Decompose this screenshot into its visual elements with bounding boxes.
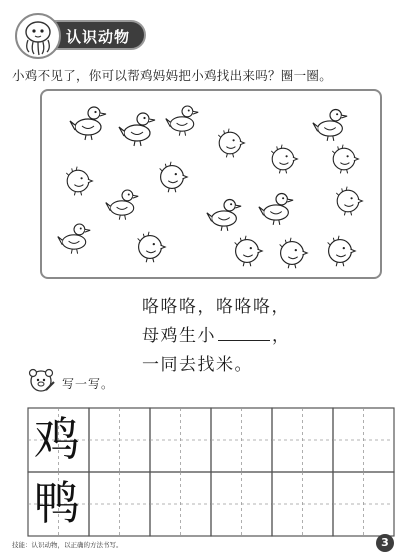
instruction-text: 小鸡不见了，你可以帮鸡妈妈把小鸡找出来吗？圈一圈。 [12, 68, 333, 83]
chick-3[interactable] [332, 145, 358, 174]
rhyme-line-2 [142, 321, 291, 346]
find-the-chicks-picture[interactable] [40, 89, 382, 279]
bear-writing-icon [26, 366, 56, 396]
duckling-5[interactable] [106, 190, 138, 220]
chick-4[interactable] [66, 167, 92, 196]
duckling-6[interactable] [207, 200, 241, 231]
chick-5[interactable] [160, 162, 188, 192]
duckling-2[interactable] [119, 113, 155, 146]
write-instruction: 写一写。 [62, 377, 115, 391]
chick-7[interactable] [138, 232, 166, 262]
fill-in-blank[interactable] [218, 325, 270, 341]
chick-10[interactable] [328, 236, 356, 266]
birds-illustration [42, 91, 380, 277]
duckling-8[interactable] [58, 224, 90, 254]
model-character-1: 鸡 [34, 412, 80, 466]
duckling-3[interactable] [166, 106, 198, 136]
writing-grid [26, 404, 396, 544]
duckling-7[interactable] [259, 194, 293, 225]
rhyme-line-3: 一同去找米。 [142, 355, 253, 375]
chick-6[interactable] [336, 187, 362, 216]
chick-2[interactable] [271, 145, 297, 174]
model-character-2: 鸭 [34, 476, 80, 530]
rhyme-line-1: 咯咯咯，咯咯咯， [142, 297, 290, 317]
chick-1[interactable] [218, 129, 244, 158]
chick-9[interactable] [280, 238, 308, 268]
section-header [12, 12, 148, 56]
rhyme-line-2-end: ， [272, 326, 291, 346]
duckling-1[interactable] [70, 107, 106, 140]
rhyme-line-2-start: 母鸡生小 [142, 326, 216, 346]
duckling-4[interactable] [313, 110, 347, 141]
page-number: 3 [376, 534, 394, 552]
footer-skill-note: 技能：认识动物，以正确的方法书写。 [12, 541, 123, 549]
octopus-icon [12, 12, 64, 64]
chick-8[interactable] [235, 236, 263, 266]
header-title: 认识动物 [66, 28, 131, 46]
